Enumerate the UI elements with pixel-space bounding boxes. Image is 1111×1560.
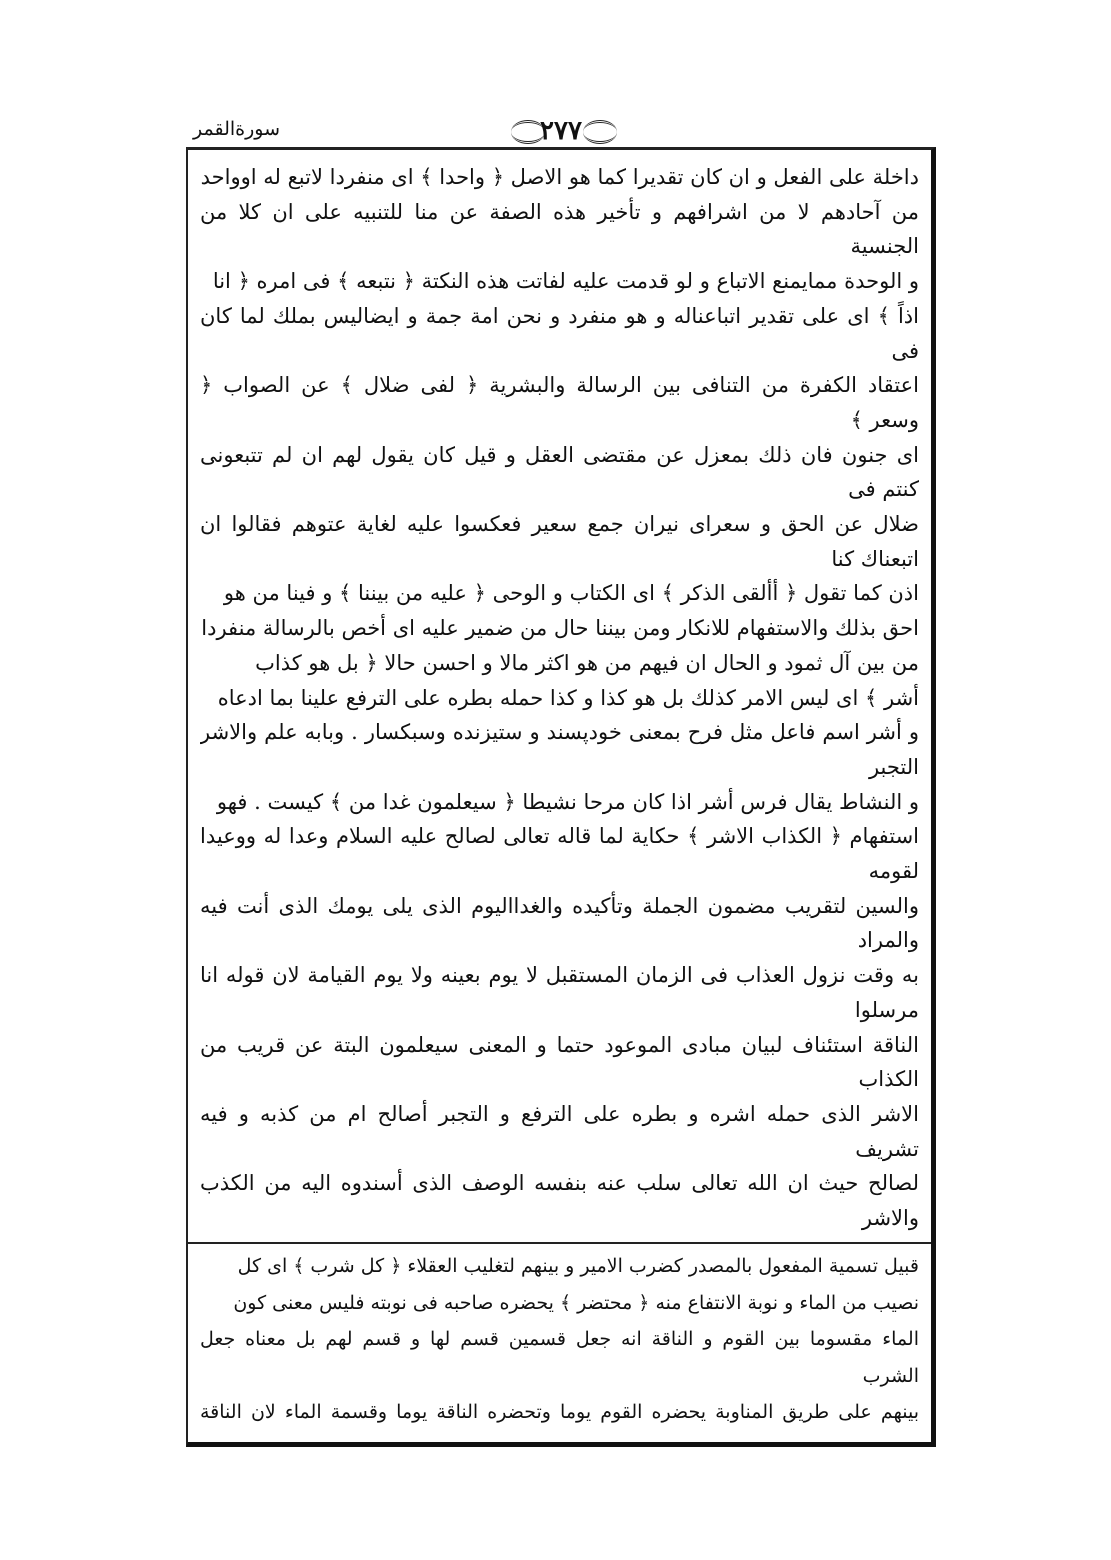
text-line: من آحادهم لا من اشرافهم و تأخير هذه الصفة عن منا للتنبيه على ان كلا من الجنسية	[200, 199, 919, 259]
text-line: داخلة على الفعل و ان كان تقديرا كما هو الاصل ﴿ واحدا ﴾ اى منفردا لاتبع له اوواحد	[200, 165, 919, 189]
text-line: بينهم على طريق المناوبة يحضره القوم يوما وتحضره الناقة يوما وقسمة الماء لان الناقة	[200, 1401, 919, 1423]
text-line: نصيب من الماء و نوبة الانتفاع منه ﴿ محتضر ﴾ يحضره صاحبه فى نوبته فليس معنى كون	[233, 1291, 919, 1314]
text-line: احق بذلك والاستفهام للانكار ومن بيننا حال من ضمير عليه اى أخص بالرسالة منفردا	[201, 616, 919, 641]
text-line: اعتقاد الكفرة من التنافى بين الرسالة والبشرية ﴿ لفى ضلال ﴾ عن الصواب ﴿ وسعر ﴾	[200, 373, 919, 432]
text-line: اذن كما تقول ﴿ أألقى الذكر ﴾ اى الكتاب و الوحى ﴿ عليه من بيننا ﴾ و فينا من هو	[223, 581, 919, 606]
text-line: أشر ﴾ اى ليس الامر كذلك بل هو كذا و كذا حمله بطره على الترفع علينا بما ادعاه	[217, 685, 919, 710]
footnote-text	[200, 1248, 919, 1438]
text-line: و أشر اسم فاعل مثل فرح بمعنى خودپسند و ستيزنده وسبكسار . وبابه علم والاشر التجبر	[200, 720, 919, 779]
page-header	[185, 112, 937, 148]
commentary-text	[200, 160, 919, 1238]
surah-name: سورةالقمر	[193, 118, 281, 140]
text-line: قبيل تسمية المفعول بالمصدر كضرب الامير و بينهم لتغليب العقلاء ﴿ كل شرب ﴾ اى كل	[237, 1255, 919, 1277]
text-line: اى جنون فان ذلك بمعزل عن مقتضى العقل و قيل كان يقول لهم ان لم تتبعونى كنتم فى	[200, 442, 919, 502]
text-line: من بين آل ثمود و الحال ان فيهم من هو اكثر مالا و احسن حالا ﴿ بل هو كذاب	[255, 650, 919, 675]
text-line: الماء مقسوما بين القوم و الناقة انه جعل قسمين قسم لها و قسم لهم بل معناه جعل الشرب	[200, 1328, 919, 1387]
footnote-divider	[188, 1242, 931, 1244]
text-line: الناقة استئناف لبيان مبادى الموعود حتما و المعنى سيعلمون البتة عن قريب من الكذاب	[200, 1032, 919, 1092]
page-number: ٢٧٧	[540, 116, 582, 146]
text-line: ضلال عن الحق و سعراى نيران جمع سعير فعكسوا عليه لغاية عتوهم فقالوا ان اتبعناك كنا	[200, 512, 919, 571]
text-line: استفهام ﴿ الكذاب الاشر ﴾ حكاية لما قاله تعالى لصالح عليه السلام وعدا له ووعيدا لقومه	[200, 824, 919, 884]
text-line: والسين لتقريب مضمون الجملة وتأكيده والغدااليوم الذى يلى يومك الذى أنت فيه والمراد	[200, 893, 919, 953]
text-line: به وقت نزول العذاب فى الزمان المستقبل لا يوم بعينه ولا يوم القيامة لان قوله انا مرسلوا	[200, 963, 919, 1022]
text-line: لصالح حيث ان الله تعالى سلب عنه بنفسه الوصف الذى أسندوه اليه من الكذب والاشر	[200, 1171, 919, 1231]
text-frame	[186, 147, 936, 1447]
text-line	[200, 1236, 919, 1238]
ornament-right-icon	[583, 120, 617, 144]
text-line: و النشاط يقال فرس أشر اذا كان مرحا نشيطا ﴿ سيعلمون غدا من ﴾ كيست . فهو	[216, 789, 919, 814]
text-line: الاشر الذى حمله اشره و بطره على الترفع و التجبر أصالح ام من كذبه و فيه تشريف	[200, 1101, 919, 1161]
text-line: اذاً ﴾ اى على تقدير اتباعناله و هو منفرد و نحن امة جمة و ايضاليس بملك لما كان فى	[200, 303, 919, 363]
text-line: و الوحدة ممايمنع الاتباع و لو قدمت عليه لفاتت هذه النكتة ﴿ نتبعه ﴾ فى امره ﴿ انا	[212, 269, 919, 294]
